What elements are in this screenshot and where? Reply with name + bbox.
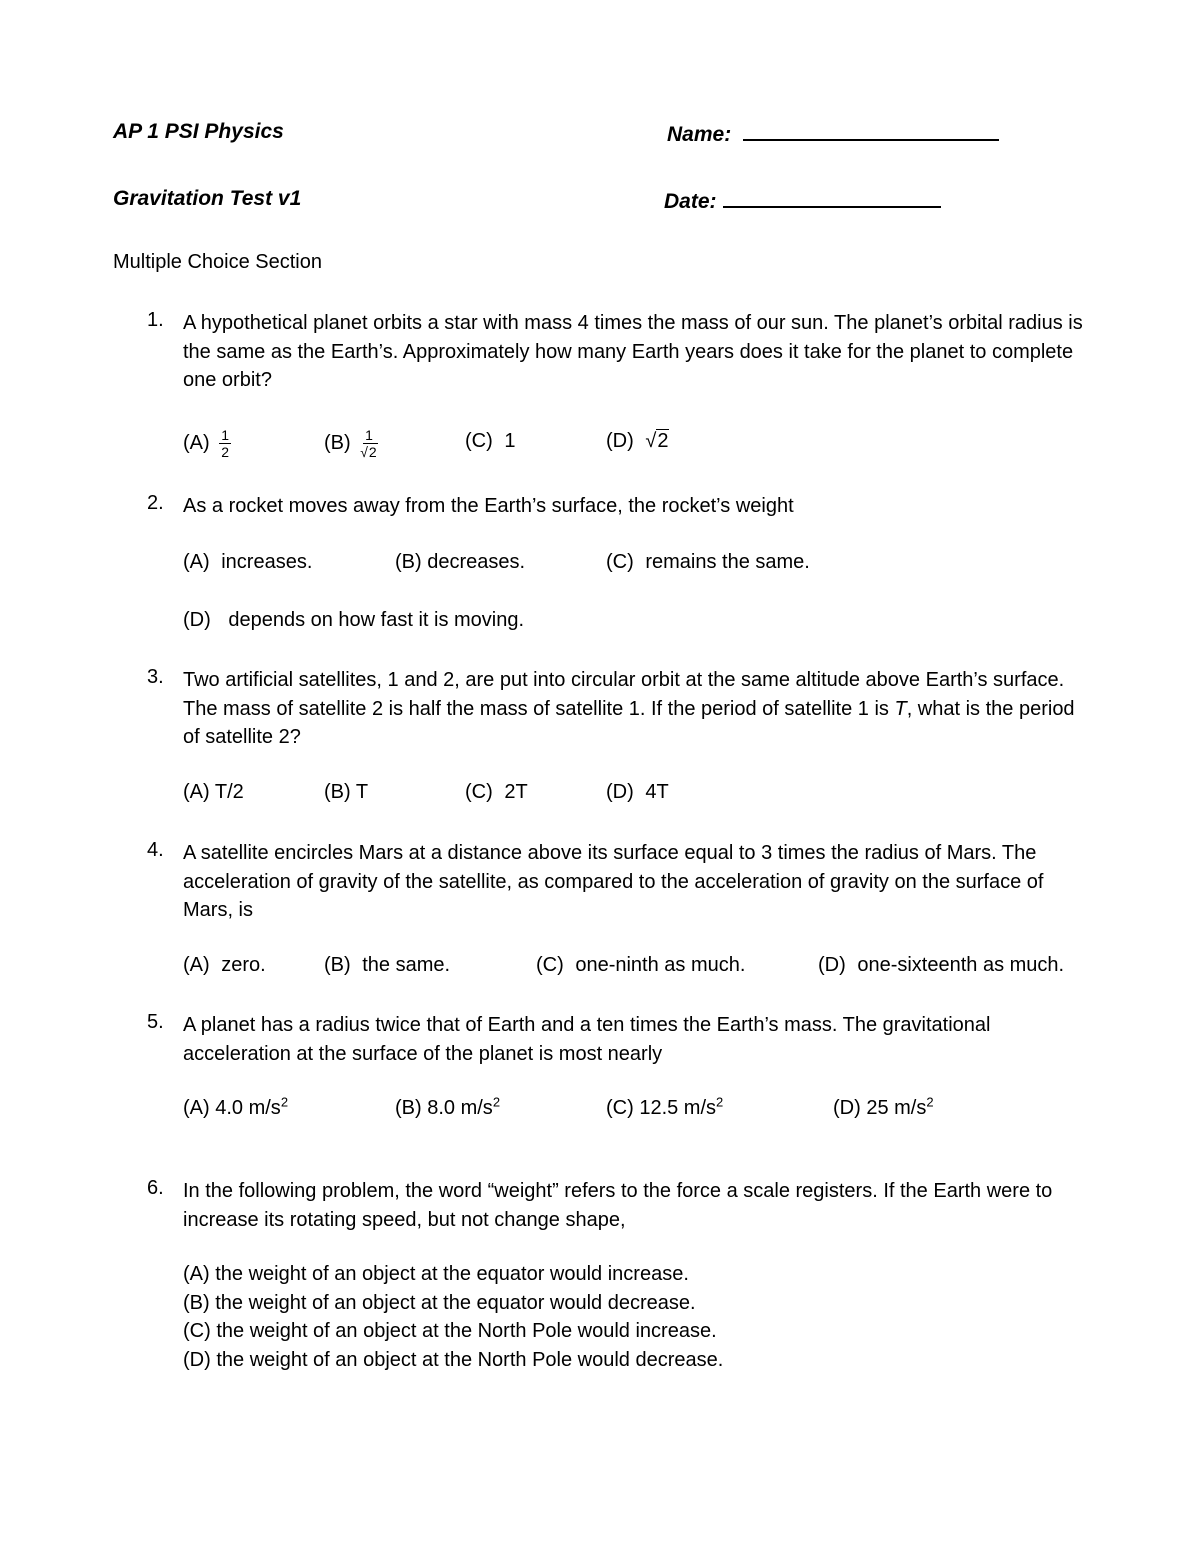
q3-option-c[interactable] [465, 782, 528, 802]
fraction-denominator [360, 444, 377, 459]
question-number: 2. [147, 492, 164, 514]
option-value: 12.5 m/s [639, 1097, 717, 1119]
question-number: 1. [147, 309, 164, 331]
option-label: (C) [183, 1320, 211, 1342]
option-label: (C) [536, 954, 564, 976]
exponent: 2 [716, 1094, 724, 1110]
q4-option-c[interactable] [536, 955, 745, 975]
option-label: (A) [183, 431, 210, 454]
option-text: increases. [221, 551, 313, 573]
q1-option-b[interactable] [324, 428, 378, 459]
option-label: (B) [324, 781, 351, 803]
question-6 [147, 1177, 1087, 1234]
option-label: (D) [833, 1097, 861, 1119]
option-text: T [355, 781, 369, 803]
exponent: 2 [492, 1094, 501, 1110]
option-label: (D) [183, 609, 211, 631]
question-text: A satellite encircles Mars at a distance above its surface equal to 3 times the radius of Mars. The acceleration of gravity of the satellite, as compared to the acceleration of gravity on the surface of Mars, is [183, 842, 1044, 921]
option-label: (A) [183, 1263, 210, 1285]
q6-option-b[interactable] [183, 1289, 723, 1318]
option-label: (C) [465, 781, 493, 803]
option-label: (A) [183, 1097, 210, 1119]
option-label: (D) [818, 954, 846, 976]
fraction-numerator: 1 [365, 427, 373, 443]
question-2 [147, 492, 1087, 521]
fraction-denominator: 2 [221, 444, 230, 460]
sqrt-icon: √ [645, 430, 657, 452]
exponent: 2 [280, 1094, 289, 1110]
name-label: Name: [667, 123, 732, 146]
option-text: the same. [362, 954, 451, 976]
date-label: Date: [664, 190, 717, 213]
option-label: (B) [183, 1291, 210, 1314]
question-text: A planet has a radius twice that of Earth and a ten times the Earth’s mass. The gravitational acceleration at the surface of the planet is most nearly [183, 1014, 991, 1065]
q2-option-c[interactable] [606, 552, 810, 572]
q3-option-a[interactable] [183, 782, 244, 802]
q1-option-a[interactable] [183, 428, 231, 459]
option-text: one-ninth as much. [575, 954, 746, 976]
period-symbol: T [894, 697, 907, 720]
question-text [183, 666, 1087, 752]
option-text: the weight of an object at the equator would decrease. [215, 1291, 696, 1314]
question-number: 4. [147, 839, 164, 861]
q6-options [183, 1260, 723, 1374]
q2-option-a[interactable] [183, 552, 312, 572]
option-text: the weight of an object at the equator would increase. [215, 1263, 689, 1285]
option-value [645, 431, 669, 451]
q4-option-d[interactable] [818, 955, 1064, 975]
option-value: 25 m/s [866, 1097, 927, 1119]
option-label: (B) [324, 431, 351, 454]
question-1 [147, 309, 1087, 395]
option-label: (A) [183, 954, 210, 976]
radicand: 2 [368, 444, 377, 460]
option-label: (D) [183, 1348, 211, 1371]
q5-option-d[interactable] [833, 1094, 934, 1119]
q6-option-a[interactable] [183, 1260, 723, 1289]
sqrt-icon: √ [360, 444, 368, 460]
option-label: (B) [395, 1097, 422, 1119]
option-label: (C) [606, 1097, 634, 1119]
q5-option-c[interactable] [606, 1094, 724, 1119]
question-number: 5. [147, 1011, 164, 1033]
option-label: (A) [183, 551, 210, 573]
q3-option-d[interactable] [606, 782, 669, 802]
exponent: 2 [926, 1094, 934, 1110]
option-value: 8.0 m/s [427, 1097, 493, 1119]
option-value: 1 [504, 430, 516, 452]
q6-option-c[interactable] [183, 1317, 723, 1346]
option-text: decreases. [427, 551, 526, 573]
option-text: one-sixteenth as much. [857, 954, 1065, 976]
fraction [219, 428, 231, 459]
q2-option-b[interactable] [395, 552, 525, 572]
question-4 [147, 839, 1087, 925]
option-text: 4T [645, 781, 669, 803]
q5-option-b[interactable] [395, 1094, 501, 1119]
question-number: 3. [147, 666, 164, 688]
option-text: zero. [221, 954, 266, 976]
question-text-part: , what is the period of satellite 2? [183, 697, 1075, 748]
fraction-numerator: 1 [221, 427, 230, 443]
question-text-part: Two artificial satellites, 1 and 2, are put into circular orbit at the same altitude above Earth’s surface. The mass of satellite 2 is half the mass of satellite 1. If the period of satellite 1 is [183, 669, 1065, 720]
option-text: the weight of an object at the North Pole would decrease. [216, 1348, 724, 1371]
section-title: Multiple Choice Section [113, 251, 322, 273]
q1-option-d[interactable] [606, 431, 669, 451]
test-title: Gravitation Test v1 [113, 187, 302, 210]
fraction [360, 428, 377, 459]
name-blank[interactable] [743, 121, 999, 141]
option-label: (B) [324, 954, 351, 976]
question-text: As a rocket moves away from the Earth’s surface, the rocket’s weight [183, 495, 794, 517]
option-label: (B) [395, 551, 422, 573]
option-text: 2T [504, 781, 528, 803]
question-text: A hypothetical planet orbits a star with mass 4 times the mass of our sun. The planet’s orbital radius is the same as the Earth’s. Approximately how many Earth years does it take for the planet to complete one orbit? [183, 312, 1083, 391]
option-label: (D) [606, 781, 634, 803]
date-blank[interactable] [723, 188, 941, 208]
option-label: (C) [465, 430, 493, 452]
q4-option-a[interactable] [183, 955, 266, 975]
option-label: (D) [606, 430, 634, 452]
q3-option-b[interactable] [324, 782, 368, 802]
option-text: T/2 [214, 781, 244, 803]
option-text: depends on how fast it is moving. [228, 609, 525, 631]
q4-option-b[interactable] [324, 955, 450, 975]
course-title: AP 1 PSI Physics [113, 120, 284, 143]
q5-option-a[interactable] [183, 1094, 289, 1119]
question-3 [147, 666, 1087, 752]
option-label: (C) [606, 551, 634, 573]
question-text: In the following problem, the word “weight” refers to the force a scale registers. If the Earth were to increase its rotating speed, but not change shape, [183, 1180, 1053, 1231]
option-text: the weight of an object at the North Pole would increase. [216, 1320, 717, 1342]
option-value: 4.0 m/s [215, 1097, 281, 1119]
date-line [664, 188, 941, 212]
question-number: 6. [147, 1177, 164, 1199]
name-line [667, 121, 999, 145]
q2-option-d[interactable] [183, 610, 524, 630]
q6-option-d[interactable] [183, 1346, 723, 1375]
option-label: (A) [183, 781, 210, 803]
option-text: remains the same. [645, 551, 810, 573]
question-5 [147, 1011, 1087, 1068]
radicand: 2 [657, 430, 669, 452]
q1-option-c[interactable] [465, 431, 515, 451]
